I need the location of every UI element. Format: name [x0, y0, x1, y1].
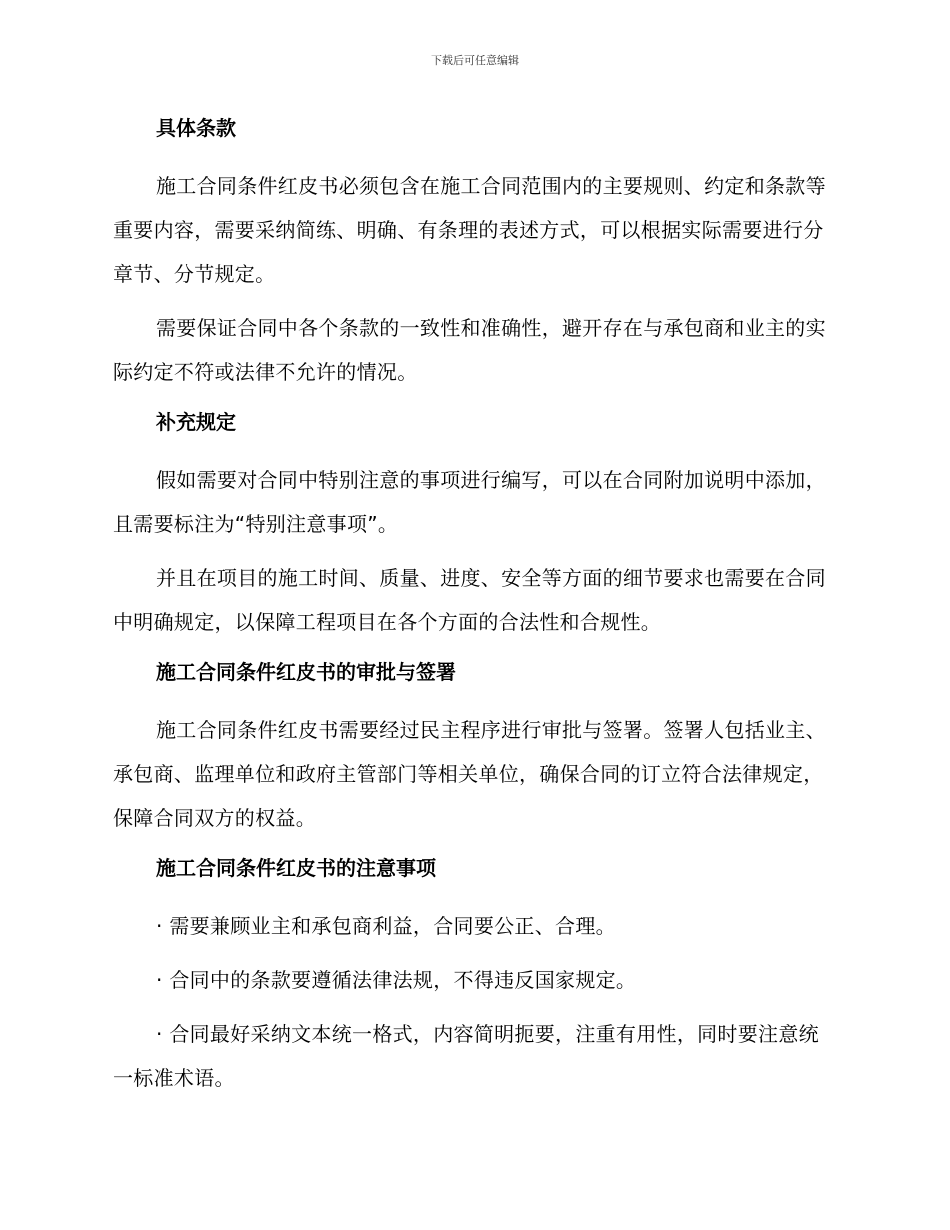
bullet-item: · 需要兼顾业主和承包商利益，合同要公正、合理。 — [156, 914, 616, 938]
paragraph: 施工合同条件红皮书需要经过民主程序进行审批与签署。签署人包括业主、承包商、监理单位和政府主管部门等相关单位，确保合同的订立符合法律规定，保障合同双方的权益。 — [113, 718, 826, 830]
document-body — [113, 110, 838, 1110]
bullet-item: · 合同中的条款要遵循法律法规，不得违反国家规定。 — [156, 968, 637, 992]
paragraph: 假如需要对合同中特别注意的事项进行编写，可以在合同附加说明中添加，且需要标注为“特别注意事项”。 — [113, 468, 826, 536]
section-heading: 施工合同条件红皮书的注意事项 — [156, 856, 436, 880]
section-heading: 施工合同条件红皮书的审批与签署 — [156, 660, 456, 684]
paragraph: 需要保证合同中各个条款的一致性和准确性，避开存在与承包商和业主的实际约定不符或法律不允许的情况。 — [113, 316, 826, 384]
paragraph: 施工合同条件红皮书必须包含在施工合同范围内的主要规则、约定和条款等重要内容，需要采纳简练、明确、有条理的表述方式，可以根据实际需要进行分章节、分节规定。 — [113, 174, 826, 286]
page-header: 下载后可任意编辑 — [431, 54, 519, 67]
bullet-item: · 合同最好采纳文本统一格式，内容简明扼要，注重有用性，同时要注意统一标准术语。 — [113, 1022, 819, 1090]
paragraph: 并且在项目的施工时间、质量、进度、安全等方面的细节要求也需要在合同中明确规定，以保障工程项目在各个方面的合法性和合规性。 — [113, 566, 826, 634]
section-supplementary-rules — [113, 404, 838, 644]
section-notes — [113, 850, 838, 1100]
section-heading: 具体条款 — [156, 116, 236, 140]
section-heading: 补充规定 — [156, 410, 236, 434]
section-specific-terms — [113, 110, 838, 394]
section-approval-and-signing — [113, 654, 838, 840]
